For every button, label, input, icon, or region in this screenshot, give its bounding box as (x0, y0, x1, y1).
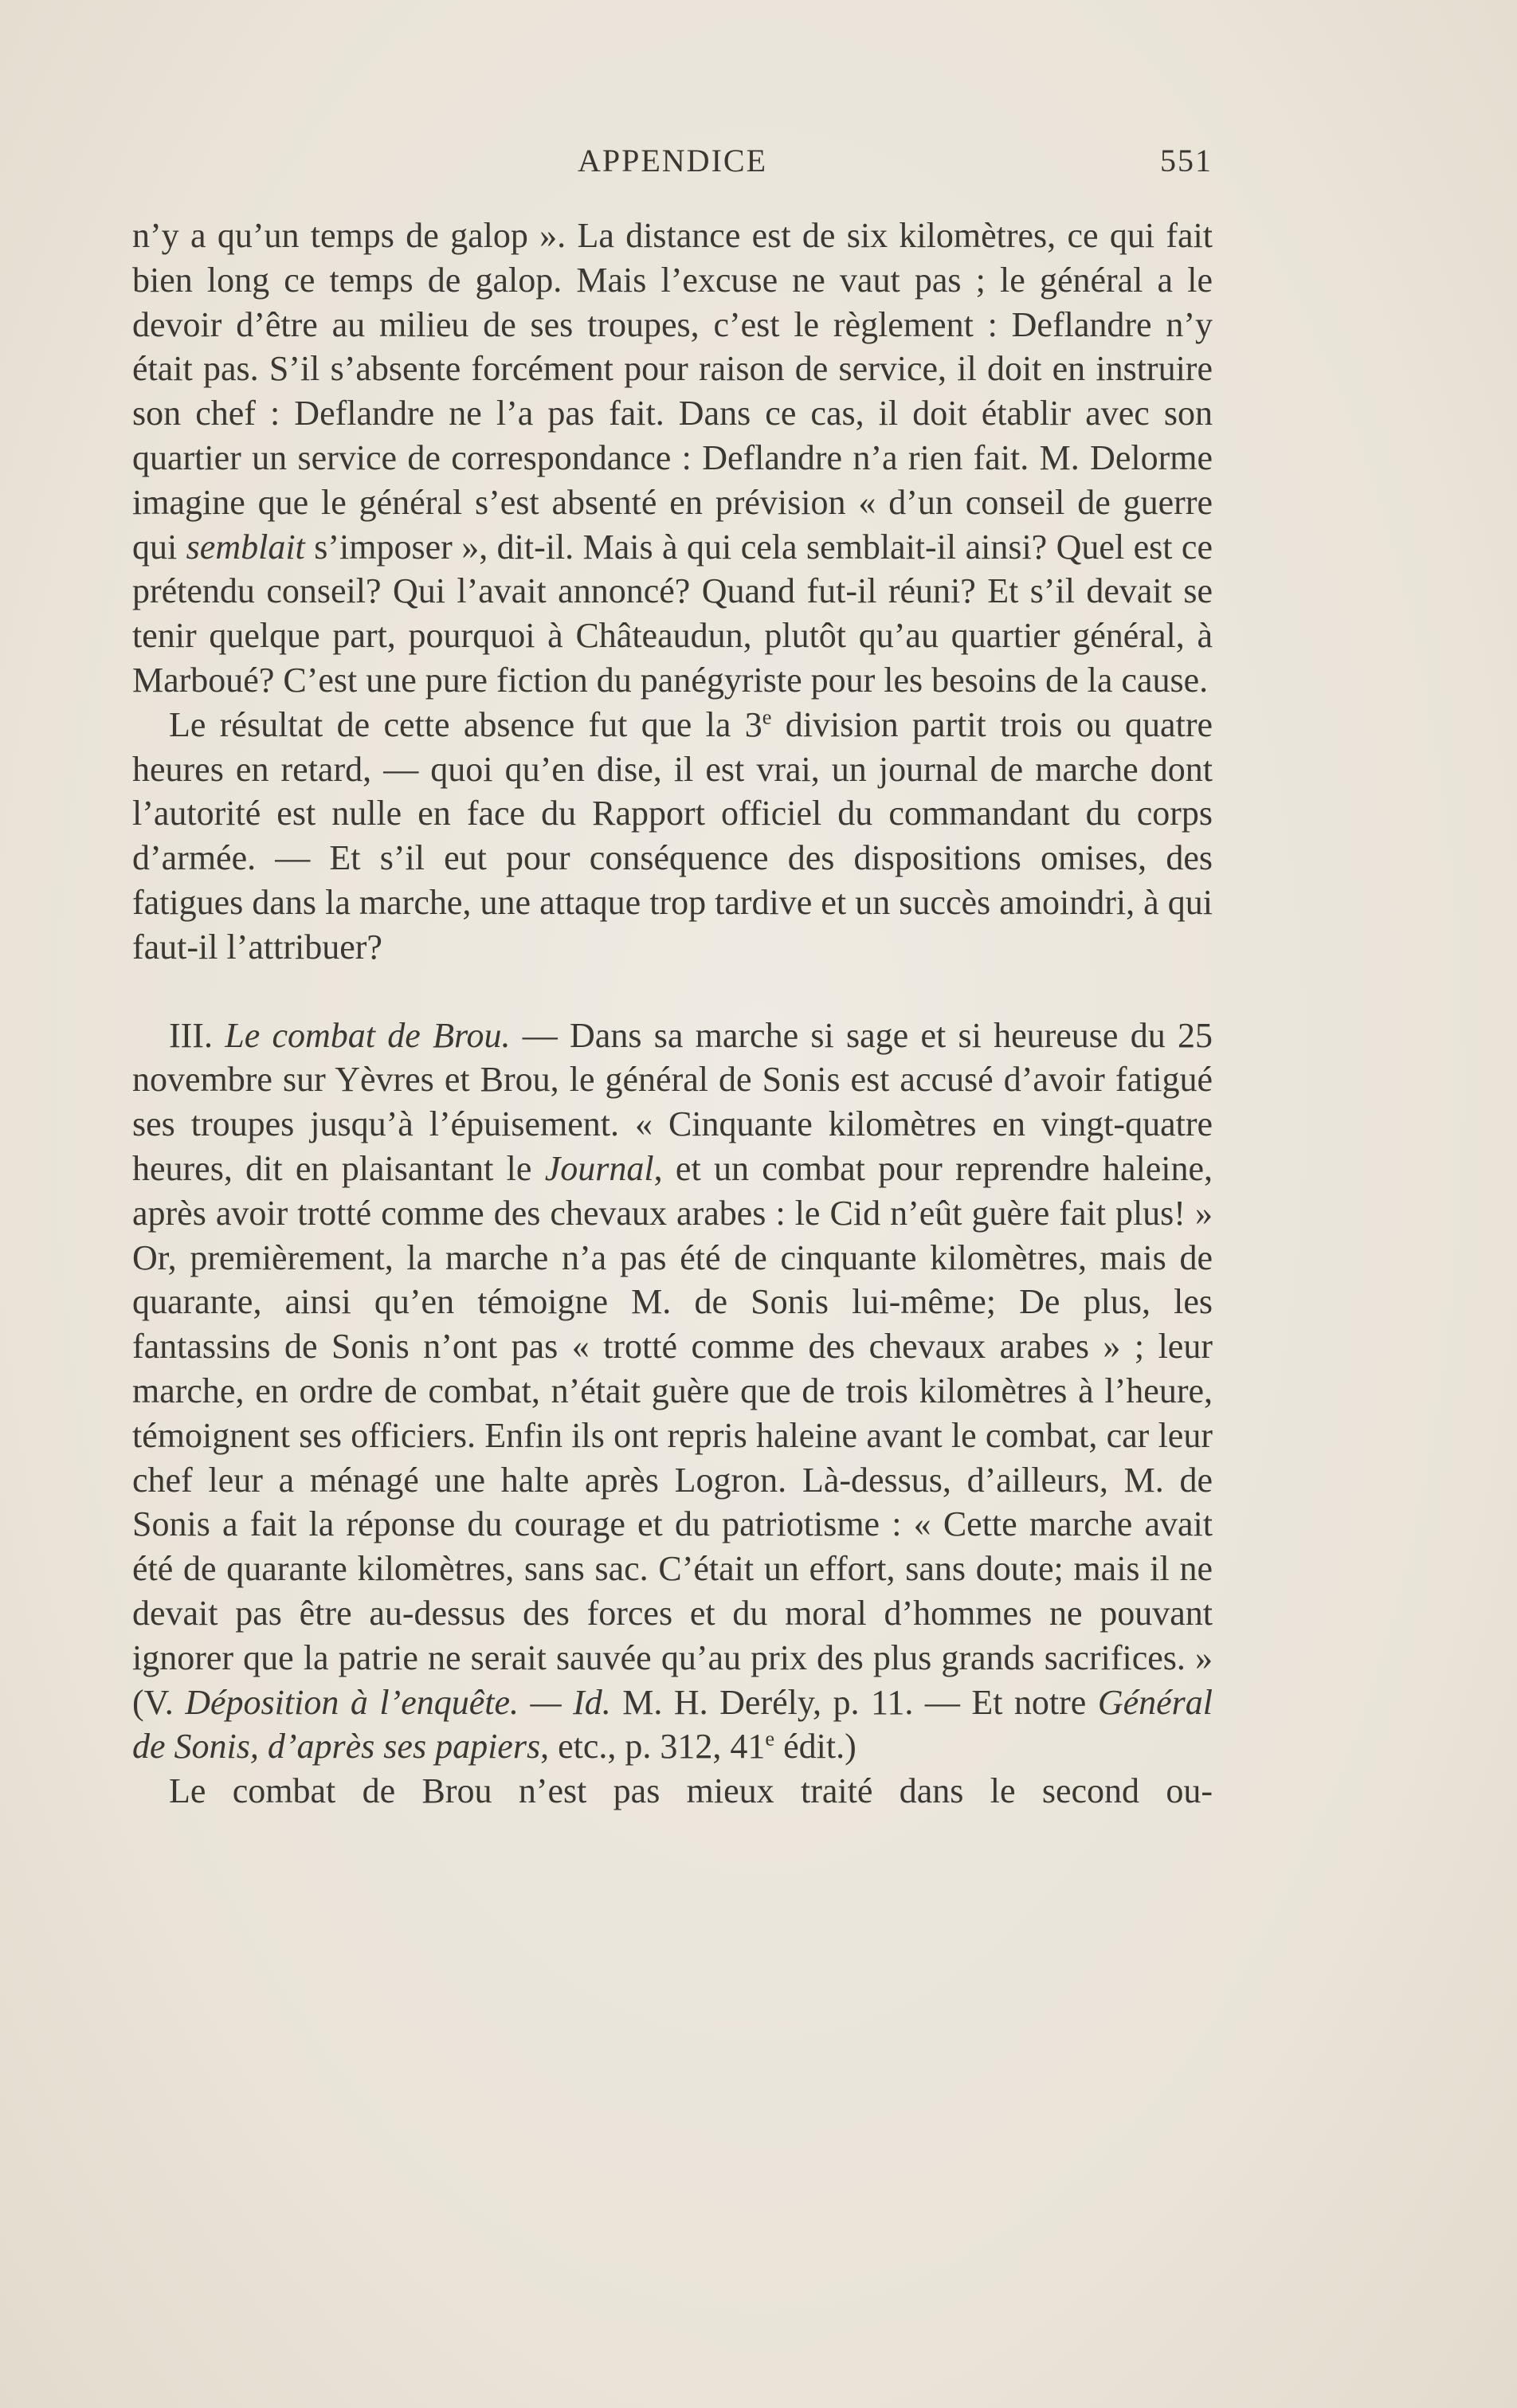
text-run: Le combat de Brou n’est pas mieux traité dans le second ou- (169, 1771, 1213, 1811)
italic-text: Général de Sonis, d’après ses papiers (132, 1682, 1213, 1767)
text-run: M. H. Derély, p. 11. — Et notre (610, 1682, 1098, 1722)
running-head (132, 142, 1213, 190)
paragraph (132, 703, 1213, 970)
superscript: e (765, 1726, 775, 1751)
text-run: III. (169, 1015, 225, 1055)
superscript: e (762, 704, 772, 729)
italic-text: Le combat de Brou. (225, 1015, 511, 1055)
text-run: s’imposer », dit-il. Mais à qui cela semblait-il ainsi? Quel est ce prétendu conseil? Qui l’avait annoncé? Quand fut-il réuni? Et s’il devait se tenir quelque part, pourquoi à Châteaudun, plutôt qu’au quartier général, à Marboué? C’est une pure fiction du panégyriste pour les besoins de la cause. (132, 527, 1213, 700)
italic-text: Déposition à l’enquête. — Id. (185, 1682, 611, 1722)
text-run: Le résultat de cette absence fut que la 3 (169, 704, 762, 744)
paragraph (132, 214, 1213, 703)
text-run: — Dans sa marche si sage et si heureuse du 25 novembre sur Yèvres et Brou, le général de Sonis est accusé d’avoir fatigué ses troupes jusqu’à l’épuisement. « Cinquante kilomètres en vingt-quatre heures, dit en plaisantant le (132, 1015, 1213, 1188)
page-number: 551 (1160, 143, 1213, 178)
section-paragraph (132, 1014, 1213, 1770)
text-run: édit.) (774, 1727, 856, 1767)
body-text (132, 214, 1213, 1814)
text-run: , etc., p. 312, 41 (540, 1727, 766, 1767)
paragraph (132, 1769, 1213, 1814)
text-run: n’y a qu’un temps de galop ». La distance est de six kilomètres, ce qui fait bien long ce temps de galop. Mais l’excuse ne vaut pas ; le général a le devoir d’être au milieu de ses troupes, c’est le règlement : Deflandre n’y était pas. S’il s’absente forcément pour raison de service, il doit en instruire son chef : Deflandre ne l’a pas fait. Dans ce cas, il doit établir avec son quartier un service de correspondance : Deflandre n’a rien fait. M. Delorme imagine que le général s’est absenté en prévision « d’un conseil de guerre qui (132, 216, 1213, 567)
text-run: , et un combat pour reprendre haleine, après avoir trotté comme des chevaux arabes : le Cid n’eût guère fait plus! » Or, premièrement, la marche n’a pas été de cinquante kilomètres, mais de quarante, ainsi qu’en témoigne M. de Sonis lui-même; De plus, les fantassins de Sonis n’ont pas « trotté comme des chevaux arabes » ; leur marche, en ordre de combat, n’était guère que de trois kilomètres à l’heure, témoignent ses officiers. Enfin ils ont repris haleine avant le combat, car leur chef leur a ménagé une halte après Logron. Là-dessus, d’ailleurs, M. de Sonis a fait la réponse du courage et du patriotisme : « Cette marche avait été de quarante kilomètres, sans sac. C’était un effort, sans doute; mais il ne devait pas être au-dessus des forces et du moral d’hommes ne pouvant ignorer que la patrie ne serait sauvée qu’au prix des plus grands sacrifices. » (V. (132, 1148, 1213, 1722)
running-title: APPENDICE (577, 143, 768, 178)
italic-text: Journal (544, 1148, 654, 1188)
text-run: division partit trois ou quatre heures en retard, — quoi qu’en dise, il est vrai, un journal de marche dont l’autorité est nulle en face du Rapport officiel du commandant du corps d’armée. — Et s’il eut pour conséquence des dispositions omises, des fatigues dans la marche, une attaque trop tardive et un succès amoindri, à qui faut-il l’attribuer? (132, 704, 1213, 967)
italic-text: semblait (186, 527, 305, 567)
